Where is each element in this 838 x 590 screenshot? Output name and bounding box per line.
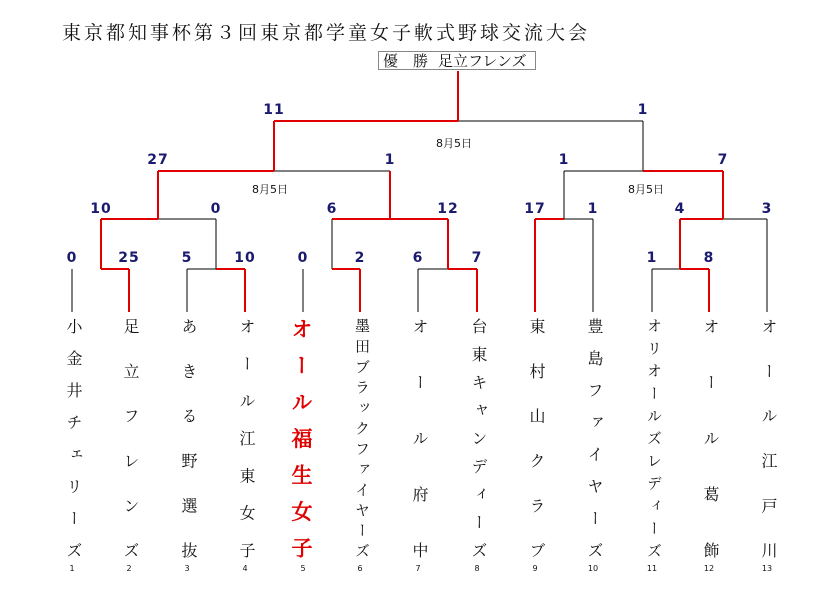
- score-semi: 27: [147, 152, 169, 168]
- score-final-right: 1: [637, 102, 649, 118]
- score-r1: 10: [234, 250, 256, 266]
- team-name: オール江戸川: [759, 318, 778, 558]
- score-r1: 0: [297, 250, 309, 266]
- team-seed: 4: [242, 564, 248, 573]
- score-r1: 5: [181, 250, 193, 266]
- team-name: 台東キャンディーズ: [469, 318, 488, 558]
- score-semi: 1: [558, 152, 570, 168]
- team-seed: 5: [300, 564, 306, 573]
- score-r1: 7: [471, 250, 483, 266]
- score-final-left: 11: [263, 102, 285, 118]
- score-semi: 7: [717, 152, 729, 168]
- team-seed: 13: [761, 564, 773, 573]
- score-r2: 17: [524, 201, 546, 217]
- champion-label: 優 勝: [383, 52, 429, 70]
- team-seed: 12: [703, 564, 715, 573]
- match-date-semi-right: 8月5日: [628, 183, 664, 196]
- score-r1: 1: [646, 250, 658, 266]
- score-r2: 3: [761, 201, 773, 217]
- team-seed: 2: [126, 564, 132, 573]
- score-r1: 0: [66, 250, 78, 266]
- score-r2: 12: [437, 201, 459, 217]
- score-r2: 10: [90, 201, 112, 217]
- team-name: 小金井チェリーズ: [64, 318, 83, 558]
- match-date-final: 8月5日: [436, 137, 472, 150]
- team-name: 東村山クラブ: [527, 318, 546, 558]
- team-seed: 6: [357, 564, 363, 573]
- match-date-semi-left: 8月5日: [252, 183, 288, 196]
- team-name: オリオールズレディーズ: [645, 318, 663, 558]
- team-name: あきる野選抜: [179, 318, 198, 558]
- score-r1: 25: [118, 250, 140, 266]
- score-r1: 6: [412, 250, 424, 266]
- score-r2: 4: [674, 201, 686, 217]
- tournament-title: 東京都知事杯第３回東京都学童女子軟式野球交流大会: [62, 22, 591, 44]
- score-r1: 2: [354, 250, 366, 266]
- team-seed: 11: [646, 564, 658, 573]
- score-r2: 0: [210, 201, 222, 217]
- team-name: オール葛飾: [701, 318, 720, 558]
- team-seed: 1: [69, 564, 75, 573]
- team-seed: 7: [415, 564, 421, 573]
- team-seed: 8: [474, 564, 480, 573]
- team-name: オール府中: [410, 318, 429, 558]
- score-r2: 6: [326, 201, 338, 217]
- team-name: 豊島ファイヤーズ: [585, 318, 604, 558]
- team-name: 墨田ブラックファイヤーズ: [353, 318, 371, 558]
- team-seed: 10: [587, 564, 599, 573]
- score-r1: 8: [703, 250, 715, 266]
- team-seed: 3: [184, 564, 190, 573]
- champion-team: 足立フレンズ: [438, 52, 527, 70]
- team-name-highlight: オール福生女子: [289, 318, 313, 558]
- team-seed: 9: [532, 564, 538, 573]
- team-name: オール江東女子: [237, 318, 256, 558]
- team-name: 足立フレンズ: [121, 318, 140, 558]
- score-semi: 1: [384, 152, 396, 168]
- score-r2: 1: [587, 201, 599, 217]
